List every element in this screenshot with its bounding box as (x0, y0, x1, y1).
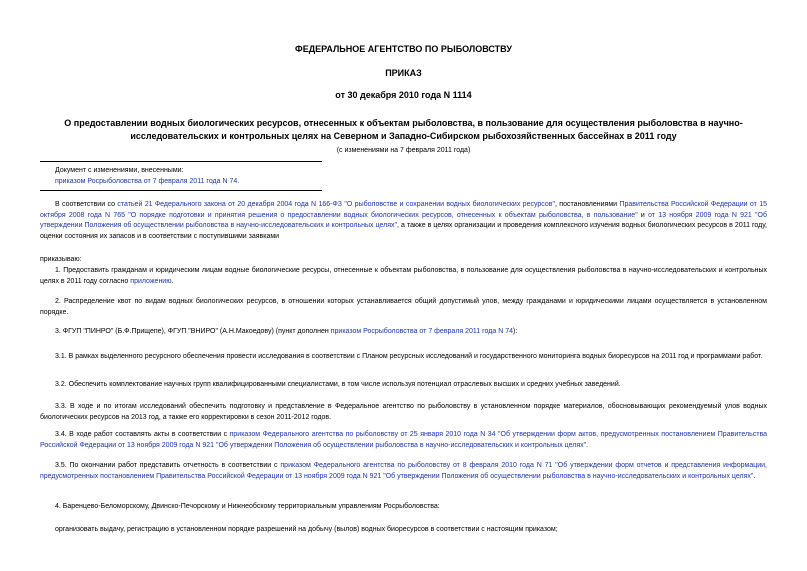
document-title-line-2: исследовательских и контрольных целях на Северном и Западно-Сибирском рыбохозяйственных бассейнах в 2011 году (130, 131, 677, 141)
revision-note: (с изменениями на 7 февраля 2011 года) (336, 147, 471, 154)
order-71-link[interactable]: приказом Федерального агентства по рыболовству от 8 февраля 2010 года N 71 "Об утверждении форм отчетов и представления информации, предусмотренных постановлением Правительства Российской Федерации от 13 ноября 2009 года N 921 "Об утверждении Положения об осуществлении рыболовства в научно-исследовательских и контрольных целях" (40, 462, 767, 480)
date-number-heading: от 30 декабря 2010 года N 1114 (335, 90, 472, 100)
item-4-paragraph (40, 502, 767, 513)
item-3-text: 3. ФГУП "ПИНРО" (Б.Ф.Прищепе), ФГУП "ВНИРО" (А.Н.Макоедову) (пункт дополнен (55, 328, 331, 335)
item-1-end: . (171, 277, 174, 285)
item-1-text: 1. Предоставить гражданам и юридическим лицам водные биологические ресурсы, отнесенные к объектам рыболовства, в пользование для осуществления рыболовства в научно-исследовательских и контрольных целях в 2011 году согласно (40, 267, 767, 285)
changes-box-link[interactable]: приказом Росрыболовства от 7 февраля 2011 года N 74. (55, 178, 240, 185)
item-3-1-text: 3.1. В рамках выделенного ресурсного обеспечения провести исследования в соответствии с Планом ресурсных исследований и государственного мониторинга водных биоресурсов на 2011 год и программами работ. (55, 353, 763, 360)
item-4-text: 4. Баренцево-Беломорскому, Двинско-Печорскому и Нижнеобскому территориальным управлениям Росрыболовства: (55, 503, 440, 510)
resolution-921-link[interactable]: от 13 ноября 2009 года N 921 "Об утверждении Положения об осуществлении рыболовства в научно-исследовательских и контрольных целях" (40, 211, 767, 229)
item-2-paragraph (40, 297, 767, 318)
item-3-4-text: 3.4. В ходе работ составлять акты в соответствии с (55, 431, 230, 438)
law-166-fz-link[interactable]: статьей 21 Федерального закона от 20 декабря 2004 года N 166-ФЗ "О рыболовстве и сохранении водных биологических ресурсов" (117, 201, 555, 208)
item-3-5-end: . (753, 472, 756, 480)
item-3-paragraph (40, 327, 767, 338)
order-word: приказываю: (40, 256, 82, 263)
doc-type-heading: ПРИКАЗ (385, 68, 422, 78)
item-4a-paragraph (40, 525, 767, 536)
order-34-link[interactable]: приказом Федерального агентства по рыболовству от 25 января 2010 года N 34 "Об утверждении форм актов, предусмотренных постановлением Правительства Российской Федерации от 13 ноября 2009 года N 921 "Об утверждении Положения об осуществлении рыболовства в научно-исследовательских и контрольных целях" (40, 431, 767, 449)
item-3-1-paragraph (40, 352, 767, 363)
item-4a-text: организовать выдачу, регистрацию в установленном порядке разрешений на добычу (вылов) водных биоресурсов в соответствии с настоящим приказом; (55, 526, 558, 533)
item-3-4-end: . (586, 441, 589, 449)
document-title-line-1: О предоставлении водных биологических ресурсов, отнесенных к объектам рыболовства, в пользование для осуществления рыболовства в научно- (64, 118, 743, 128)
resolution-765-link[interactable]: Правительства Российской Федерации от 15 октября 2008 года N 765 "О порядке подготовки и принятия решения о предоставлении водных биологических ресурсов, отнесенных к объектам рыболовства, в пользование" (40, 201, 768, 219)
agency-heading: ФЕДЕРАЛЬНОЕ АГЕНТСТВО ПО РЫБОЛОВСТВУ (295, 44, 512, 54)
preamble-text-2: , постановлениями (554, 201, 620, 208)
item-3-end: ): (512, 328, 518, 335)
item-3-3-text: 3.3. В ходе и по итогам исследований обеспечить подготовку и представление в Федеральное агентство по рыболовству в установленном порядке материалов, обосновывающих рекомендуемый улов водных биологических ресурсов на 2013 год, а также его корректировки в сезон 2011-2012 годов. (40, 403, 767, 421)
item-3-3-paragraph (40, 402, 767, 423)
order-74-link[interactable]: приказом Росрыболовства от 7 февраля 2011 года N 74 (330, 328, 513, 335)
preamble-text-1: В соответствии со (55, 201, 118, 208)
preamble-paragraph (40, 200, 767, 242)
item-3-4-paragraph (40, 430, 767, 451)
preamble-text-3: и (637, 211, 649, 219)
changes-box-top-rule (40, 161, 322, 162)
changes-box-label: Документ с изменениями, внесенными: (55, 167, 184, 174)
item-3-2-paragraph (40, 380, 767, 391)
item-3-5-paragraph (40, 461, 767, 482)
item-2-text: 2. Распределение квот по видам водных биологических ресурсов, в отношении которых устанавливается общий допустимый улов, между гражданами и юридическими лицами осуществляется в установленном порядке. (40, 298, 767, 316)
item-3-5-text: 3.5. По окончании работ представить отчетность в соответствии с (55, 462, 281, 469)
changes-box-bottom-rule (40, 190, 322, 191)
appendix-link[interactable]: приложению (130, 277, 172, 285)
preamble-text-4: , а также в целях организации и проведения комплексного изучения водных биологических ресурсов в 2011 году, оценки состояния их запасов и в соответствии с поступившими заявками (40, 222, 767, 240)
item-3-2-text: 3.2. Обеспечить комплектование научных групп квалифицированными специалистами, в том числе используя потенциал отраслевых высших и средних учебных заведений. (55, 381, 621, 388)
item-1-paragraph (40, 266, 767, 287)
